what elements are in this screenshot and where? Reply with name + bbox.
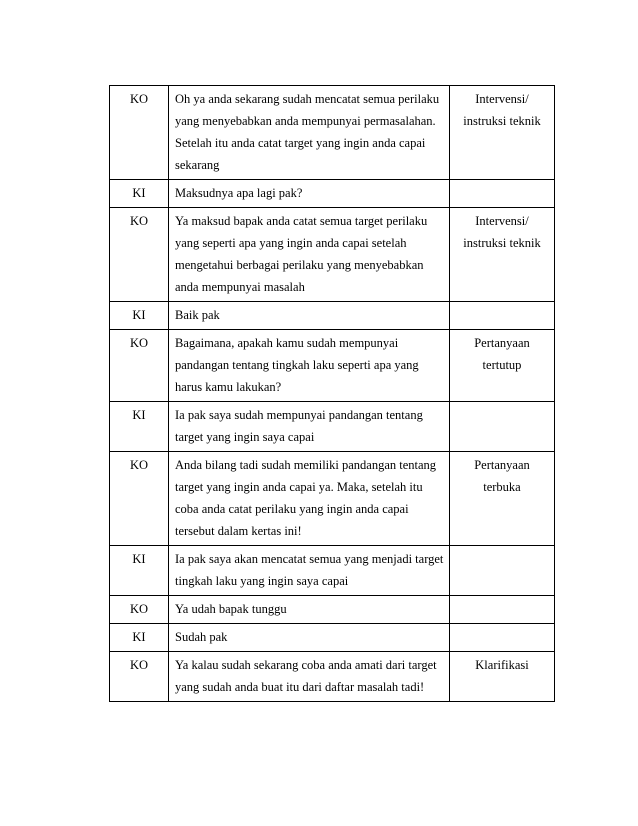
table-row xyxy=(110,402,555,452)
technique-cell xyxy=(450,86,555,180)
table-row xyxy=(110,208,555,302)
utterance-cell xyxy=(169,546,450,596)
utterance-cell xyxy=(169,402,450,452)
table-row xyxy=(110,452,555,546)
speaker-cell: KI xyxy=(110,546,169,596)
utterance-line: anda mempunyai masalah xyxy=(175,280,305,294)
utterance-line: pandangan tentang tingkah laku seperti apa yang xyxy=(175,358,419,372)
technique-cell xyxy=(450,546,555,596)
utterance-cell xyxy=(169,86,450,180)
table-row xyxy=(110,652,555,702)
speaker-cell: KI xyxy=(110,302,169,330)
utterance-line: mengetahui berbagai perilaku yang menyebabkan xyxy=(175,258,424,272)
table-row xyxy=(110,302,555,330)
speaker-cell: KO xyxy=(110,208,169,302)
utterance-cell xyxy=(169,302,450,330)
utterance-line: yang sudah anda buat itu dari daftar masalah tadi! xyxy=(175,680,425,694)
technique-line: Intervensi/ xyxy=(475,92,529,106)
utterance-line: tersebut dalam kertas ini! xyxy=(175,524,302,538)
utterance-line: Ia pak saya sudah mempunyai pandangan tentang xyxy=(175,408,423,422)
utterance-cell xyxy=(169,180,450,208)
technique-line: Intervensi/ xyxy=(475,214,529,228)
utterance-cell xyxy=(169,452,450,546)
technique-cell xyxy=(450,302,555,330)
utterance-line: Oh ya anda sekarang sudah mencatat semua perilaku xyxy=(175,92,440,106)
technique-line: instruksi teknik xyxy=(463,236,541,250)
utterance-cell xyxy=(169,330,450,402)
technique-cell xyxy=(450,452,555,546)
utterance-line: Ya kalau sudah sekarang coba anda amati dari target xyxy=(175,658,437,672)
technique-line: tertutup xyxy=(482,358,522,372)
technique-cell xyxy=(450,330,555,402)
utterance-cell xyxy=(169,624,450,652)
utterance-line: tingkah laku yang ingin saya capai xyxy=(175,574,349,588)
utterance-line: sekarang xyxy=(175,158,220,172)
technique-line: instruksi teknik xyxy=(463,114,541,128)
table-row xyxy=(110,546,555,596)
technique-line: Klarifikasi xyxy=(475,658,529,672)
utterance-line: target yang ingin saya capai xyxy=(175,430,315,444)
dialogue-table-body xyxy=(110,86,555,702)
technique-cell xyxy=(450,624,555,652)
utterance-line: Ya udah bapak tunggu xyxy=(175,602,287,616)
counseling-dialogue-table xyxy=(109,85,555,702)
technique-cell xyxy=(450,652,555,702)
table-row xyxy=(110,330,555,402)
table-row xyxy=(110,180,555,208)
table-row xyxy=(110,596,555,624)
technique-cell xyxy=(450,180,555,208)
utterance-cell xyxy=(169,652,450,702)
technique-line: Pertanyaan xyxy=(474,336,530,350)
utterance-line: Bagaimana, apakah kamu sudah mempunyai xyxy=(175,336,399,350)
utterance-line: Setelah itu anda catat target yang ingin anda capai xyxy=(175,136,426,150)
speaker-cell: KO xyxy=(110,330,169,402)
utterance-line: yang seperti apa yang ingin anda capai setelah xyxy=(175,236,407,250)
utterance-cell xyxy=(169,596,450,624)
technique-line: Pertanyaan xyxy=(474,458,530,472)
utterance-line: yang menyebabkan anda mempunyai permasalahan. xyxy=(175,114,436,128)
technique-cell xyxy=(450,208,555,302)
speaker-cell: KI xyxy=(110,624,169,652)
technique-cell xyxy=(450,402,555,452)
speaker-cell: KO xyxy=(110,596,169,624)
speaker-cell: KO xyxy=(110,452,169,546)
speaker-cell: KI xyxy=(110,402,169,452)
utterance-line: Ia pak saya akan mencatat semua yang menjadi target xyxy=(175,552,444,566)
utterance-line: harus kamu lakukan? xyxy=(175,380,282,394)
utterance-line: coba anda catat perilaku yang ingin anda capai xyxy=(175,502,409,516)
speaker-cell: KO xyxy=(110,652,169,702)
speaker-cell: KI xyxy=(110,180,169,208)
technique-cell xyxy=(450,596,555,624)
technique-line: terbuka xyxy=(483,480,521,494)
table-row xyxy=(110,624,555,652)
utterance-line: Sudah pak xyxy=(175,630,228,644)
utterance-line: target yang ingin anda capai ya. Maka, setelah itu xyxy=(175,480,423,494)
speaker-cell: KO xyxy=(110,86,169,180)
utterance-cell xyxy=(169,208,450,302)
utterance-line: Anda bilang tadi sudah memiliki pandangan tentang xyxy=(175,458,437,472)
utterance-line: Baik pak xyxy=(175,308,220,322)
table-row xyxy=(110,86,555,180)
utterance-line: Maksudnya apa lagi pak? xyxy=(175,186,303,200)
utterance-line: Ya maksud bapak anda catat semua target perilaku xyxy=(175,214,428,228)
